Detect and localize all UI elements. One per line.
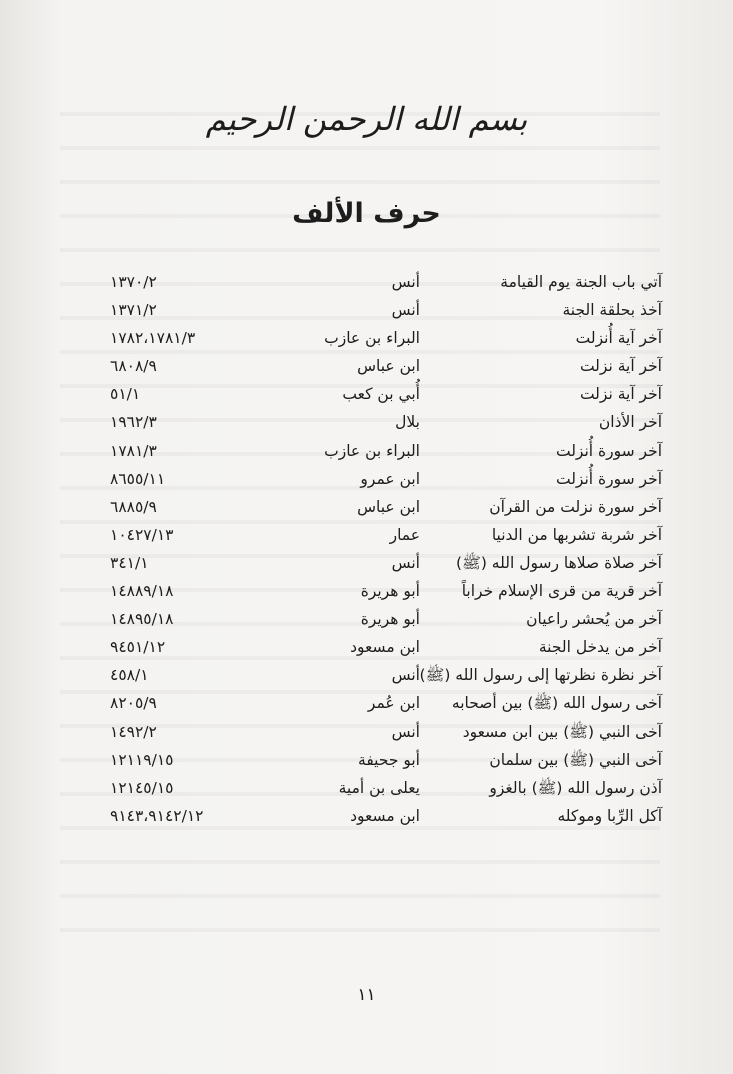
- section-title: حرف الألف: [292, 198, 441, 229]
- entry-narrator: عمار: [389, 525, 420, 544]
- index-entry: [110, 689, 662, 717]
- entry-narrator: يعلى بن أمية: [338, 778, 420, 797]
- entry-text: آخر من يدخل الجنة: [538, 638, 662, 657]
- entry-reference: ٨٢٠٥/٩: [110, 694, 157, 713]
- entry-text: آخر من يُحشر راعيان: [526, 610, 662, 629]
- index-entry: [110, 633, 662, 661]
- entry-reference: ١٢١١٩/١٥: [110, 750, 174, 769]
- entry-reference: ١٤٨٩٥/١٨: [110, 610, 174, 629]
- entry-reference: ١٩٦٢/٣: [110, 413, 157, 432]
- entry-reference: ٦٨٠٨/٩: [110, 357, 157, 376]
- index-entry: [110, 352, 662, 380]
- index-entry: [110, 408, 662, 436]
- entry-narrator: البراء بن عازب: [324, 441, 420, 460]
- basmala-heading: بسم الله الرحمن الرحيم: [205, 100, 528, 138]
- entry-text: آتي باب الجنة يوم القيامة: [500, 273, 662, 291]
- index-entry: [110, 296, 662, 324]
- entry-text: آخى رسول الله (ﷺ) بين أصحابه: [451, 694, 662, 713]
- entry-reference: ١٧٨١/٣: [110, 441, 157, 460]
- entry-text: آخى النبي (ﷺ) بين ابن مسعود: [462, 722, 662, 741]
- entry-narrator: بلال: [395, 413, 420, 432]
- entry-text: آخر شربة تشربها من الدنيا: [491, 525, 662, 544]
- entry-reference: ١٣٧١/٢: [110, 301, 157, 320]
- entry-narrator: ابن عباس: [357, 497, 420, 516]
- index-entry: [110, 324, 662, 352]
- entry-narrator: أنس: [391, 722, 420, 741]
- index-entry: [110, 746, 662, 774]
- entry-text: آخر سورة أُنزلت: [555, 441, 662, 460]
- entry-narrator: ابن عُمر: [367, 694, 420, 713]
- index-entry: [110, 802, 662, 830]
- entry-reference: ٦٨٨٥/٩: [110, 497, 157, 516]
- entry-narrator: ابن مسعود: [350, 806, 420, 825]
- entry-text: آذن رسول الله (ﷺ) بالغزو: [489, 778, 662, 797]
- entry-text: آخذ بحلقة الجنة: [562, 301, 662, 320]
- entry-reference: ١٠٤٢٧/١٣: [110, 525, 174, 544]
- entry-narrator: أنس: [391, 273, 420, 291]
- entry-text: آخر سورة أُنزلت: [555, 469, 662, 488]
- entry-text: آخر قرية من قرى الإسلام خراباً: [461, 582, 662, 601]
- hadith-index-list: [110, 268, 662, 830]
- index-entry: [110, 493, 662, 521]
- index-entry: [110, 605, 662, 633]
- entry-reference: ١٢١٤٥/١٥: [110, 778, 174, 797]
- index-entry: [110, 437, 662, 465]
- entry-text: آخر آية أُنزلت: [575, 329, 662, 348]
- entry-narrator: أبو هريرة: [360, 582, 420, 601]
- entry-text: آخر آية نزلت: [579, 385, 662, 404]
- entry-text: آكل الرِّبا وموكله: [557, 806, 662, 825]
- index-entry: [110, 661, 662, 689]
- entry-reference: ٩٤٥١/١٢: [110, 638, 166, 657]
- page-number: ١١: [357, 985, 376, 1005]
- entry-reference: ١٤٨٨٩/١٨: [110, 582, 174, 601]
- entry-text: آخر نظرة نظرتها إلى رسول الله (ﷺ): [419, 666, 662, 685]
- index-entry: [110, 465, 662, 493]
- entry-reference: ١٣٧٠/٢: [110, 273, 157, 291]
- entry-reference: ٣٤١/١: [110, 553, 149, 572]
- entry-narrator: أُبي بن كعب: [342, 385, 420, 404]
- entry-narrator: أنس: [391, 553, 420, 572]
- entry-narrator: أنس: [391, 301, 420, 320]
- index-entry: [110, 774, 662, 802]
- entry-text: آخر آية نزلت: [579, 357, 662, 376]
- entry-text: آخر صلاة صلاها رسول الله (ﷺ): [456, 553, 662, 572]
- entry-text: آخر سورة نزلت من القرآن: [489, 497, 662, 516]
- entry-narrator: أبو هريرة: [360, 610, 420, 629]
- entry-narrator: أنس: [391, 666, 420, 685]
- entry-text: آخى النبي (ﷺ) بين سلمان: [489, 750, 662, 769]
- index-entry: [110, 577, 662, 605]
- entry-reference: ١٤٩٢/٢: [110, 722, 157, 741]
- index-entry: [110, 718, 662, 746]
- index-entry: [110, 549, 662, 577]
- entry-reference: ٨٦٥٥/١١: [110, 469, 166, 488]
- index-entry: [110, 380, 662, 408]
- entry-narrator: ابن عمرو: [360, 469, 420, 488]
- index-entry: [110, 521, 662, 549]
- entry-reference: ٩١٤٣،٩١٤٢/١٢: [110, 806, 204, 825]
- entry-text: آخر الأذان: [598, 413, 662, 432]
- entry-narrator: ابن مسعود: [350, 638, 420, 657]
- entry-narrator: ابن عباس: [357, 357, 420, 376]
- entry-narrator: أبو جحيفة: [358, 750, 420, 769]
- entry-reference: ٤٥٨/١: [110, 666, 149, 685]
- entry-narrator: البراء بن عازب: [324, 329, 420, 348]
- entry-reference: ١٧٨٢،١٧٨١/٣: [110, 329, 196, 348]
- entry-reference: ٥١/١: [110, 385, 141, 404]
- index-entry: [110, 268, 662, 296]
